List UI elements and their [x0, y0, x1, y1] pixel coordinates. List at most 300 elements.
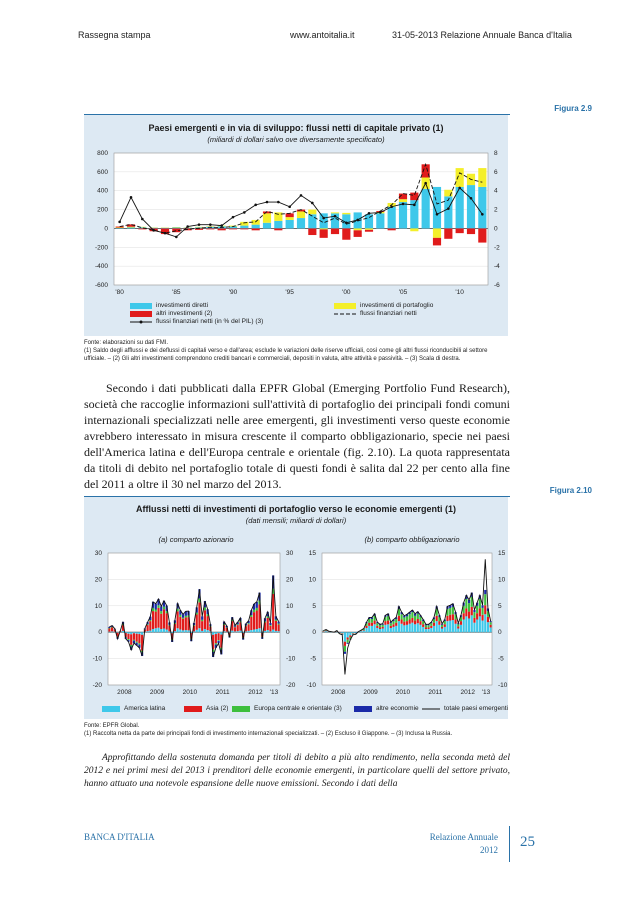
- bond-bar-latam: [371, 626, 373, 632]
- legend-europe-swatch: [232, 706, 250, 712]
- equity-bar-europe: [269, 625, 271, 626]
- bond-y-tick-right: 0: [498, 629, 502, 637]
- equity-bar-latam: [182, 630, 184, 632]
- figure-2-9-source: Fonte: elaborazioni su dati FMI.: [84, 340, 169, 346]
- bond-x-tick-label: 2009: [363, 689, 378, 696]
- bar-portfolio: [297, 211, 305, 218]
- equity-bar-asia: [207, 616, 209, 630]
- equity-bar-latam: [127, 632, 129, 634]
- bond-bar-europe: [344, 646, 346, 652]
- bond-bar-latam: [417, 623, 419, 632]
- bar-portfolio: [365, 228, 373, 229]
- bond-bar-asia: [341, 633, 343, 634]
- y2-tick-label: 4: [494, 187, 498, 195]
- equity-bar-asia: [269, 626, 271, 632]
- bond-bar-latam: [441, 629, 443, 633]
- point-net-pil: [130, 196, 133, 199]
- bond-y-tick-right: 5: [498, 602, 502, 610]
- y-tick-label: -400: [94, 263, 108, 271]
- bar-direct: [297, 218, 305, 228]
- bond-bar-europe: [430, 623, 432, 626]
- equity-bar-asia: [133, 633, 135, 640]
- footer-divider: [509, 826, 510, 862]
- equity-bar-europe: [108, 628, 110, 629]
- legend-latam-label: America latina: [124, 705, 166, 712]
- y2-tick-label: -6: [494, 282, 500, 289]
- bar-portfolio: [127, 227, 135, 228]
- equity-bar-latam: [152, 629, 154, 632]
- figure-2-10-note: (1) Raccolta netta da parte dei principali fondi di investimento internazionali specializzati. – (2) Escluso il Giappone. – (3) Inclusa la Russia.: [84, 731, 453, 737]
- point-net-pil: [322, 217, 325, 220]
- bond-bar-europe: [392, 621, 394, 624]
- equity-bar-latam: [212, 632, 214, 635]
- figure-2-9: [84, 115, 508, 336]
- equity-bar-asia: [157, 608, 159, 628]
- equity-y-tick-left: 30: [94, 550, 102, 557]
- equity-bar-asia: [185, 617, 187, 630]
- bond-y-tick-left: 10: [308, 576, 316, 584]
- bond-bar-asia: [465, 608, 467, 616]
- bond-bar-asia: [425, 627, 427, 629]
- equity-bar-latam: [108, 632, 110, 633]
- equity-bar-latam: [168, 631, 170, 632]
- equity-bar-asia: [234, 627, 236, 631]
- legend-other-swatch: [130, 311, 152, 317]
- bond-bar-asia: [379, 627, 381, 629]
- bond-bar-latam: [401, 624, 403, 632]
- bond-bar-latam: [490, 627, 492, 632]
- bond-bar-asia: [401, 620, 403, 624]
- bar-direct: [240, 226, 248, 229]
- y2-tick-label: 6: [494, 168, 498, 176]
- legend-net-pil-label: flussi finanziari netti (in % del PIL) (3): [156, 318, 264, 325]
- bond-y-tick-left: -10: [306, 682, 316, 689]
- equity-bar-latam: [185, 630, 187, 632]
- bond-bar-asia: [428, 627, 430, 629]
- bond-bar-asia: [430, 626, 432, 628]
- bond-bar-latam: [457, 629, 459, 633]
- figure-2-10-source: Fonte: EPFR Global.: [84, 723, 140, 729]
- bond-bar-europe: [441, 625, 443, 627]
- bar-direct: [172, 227, 180, 228]
- bond-bar-latam: [484, 614, 486, 632]
- bond-y-tick-left: -5: [310, 655, 316, 663]
- equity-bar-asia: [250, 617, 252, 630]
- bond-bar-europe: [395, 619, 397, 623]
- point-net-pil: [424, 182, 427, 185]
- bond-bar-europe: [382, 625, 384, 627]
- equity-bar-europe: [250, 615, 252, 617]
- equity-bar-latam: [177, 628, 179, 632]
- legend-net: [334, 310, 417, 317]
- bond-bar-asia: [487, 617, 489, 622]
- equity-bar-asia: [146, 625, 148, 631]
- footer-right-2: 2012: [480, 845, 498, 855]
- bond-bar-europe: [479, 599, 481, 609]
- point-net-pil: [243, 211, 246, 214]
- equity-bar-latam: [278, 631, 280, 632]
- bond-bar-latam: [454, 624, 456, 632]
- bar-portfolio: [342, 213, 350, 214]
- bond-bar-latam: [428, 629, 430, 632]
- bar-other: [229, 228, 237, 229]
- y2-tick-label: 0: [494, 225, 498, 233]
- equity-bar-latam: [226, 632, 228, 633]
- legend-net-pil: [130, 318, 263, 325]
- equity-bar-asia: [217, 633, 219, 640]
- bond-bar-latam: [349, 632, 351, 635]
- equity-y-tick-left: -10: [92, 655, 102, 663]
- equity-bar-latam: [157, 628, 159, 632]
- bar-other: [274, 228, 282, 230]
- point-net-pil: [141, 218, 144, 221]
- bond-y-tick-right: 15: [498, 550, 506, 557]
- x-tick-label: '85: [172, 289, 181, 296]
- equity-bar-europe: [237, 624, 239, 625]
- bond-bar-latam: [473, 623, 475, 633]
- bond-y-tick-right: -10: [498, 682, 508, 689]
- equity-bar-europe: [127, 639, 129, 640]
- bond-bar-europe: [484, 594, 486, 605]
- bond-bar-others: [490, 621, 492, 622]
- bond-bar-latam: [463, 620, 465, 633]
- bond-bar-latam: [376, 628, 378, 632]
- equity-bar-latam: [264, 631, 266, 632]
- bar-other: [308, 228, 316, 235]
- legend-total-label: totale paesi emergenti: [444, 705, 508, 712]
- equity-bar-europe: [278, 623, 280, 624]
- bond-bar-europe: [468, 603, 470, 611]
- header-left: Rassegna stampa: [78, 30, 151, 40]
- bond-y-tick-left: 5: [312, 602, 316, 610]
- bond-bar-latam: [465, 616, 467, 632]
- equity-bar-europe: [179, 615, 181, 617]
- bond-bar-latam: [444, 627, 446, 632]
- bond-x-tick-label: '13: [481, 689, 491, 696]
- equity-y-tick-right: 10: [286, 602, 294, 610]
- bar-other: [252, 228, 260, 230]
- y2-tick-label: 2: [494, 206, 498, 214]
- equity-bar-latam: [258, 628, 260, 632]
- equity-bar-asia: [278, 625, 280, 632]
- bar-other: [467, 228, 475, 234]
- y2-tick-label: 8: [494, 150, 498, 157]
- bond-bar-latam: [452, 620, 454, 632]
- bond-bar-others: [484, 590, 486, 594]
- x-tick-label: '90: [228, 289, 238, 296]
- bond-bar-latam: [406, 625, 408, 632]
- bar-portfolio: [399, 199, 407, 202]
- figure-2-9-note: (1) Saldo degli afflussi e dei deflussi di capitali verso e dall'area; esclude le variazioni delle riserve ufficiali, così come gli altri flussi riconducibili al settore ufficiale. – (2) Gli altri investimenti comprendono crediti bancari e commerciali, depositi in valuta, altre attività e passività. – (3) Scala di destra.: [84, 348, 488, 362]
- equity-bar-europe: [275, 620, 277, 621]
- figure-2-9-subtitle: (miliardi di dollari salvo ove diversamente specificato): [207, 135, 385, 144]
- bond-bar-europe: [414, 616, 416, 621]
- equity-bar-asia: [111, 627, 113, 631]
- bar-other: [218, 228, 226, 230]
- figure-2-9-title: Paesi emergenti e in via di sviluppo: flussi netti di capitale privato (1): [148, 123, 444, 133]
- bond-bar-latam: [390, 628, 392, 632]
- equity-bar-europe: [133, 640, 135, 641]
- bond-bar-asia: [365, 626, 367, 628]
- bar-portfolio: [308, 210, 316, 215]
- equity-bar-europe: [248, 623, 250, 624]
- bond-bar-asia: [325, 631, 327, 632]
- equity-bar-others: [269, 623, 271, 625]
- bond-bar-asia: [411, 618, 413, 623]
- bond-bar-latam: [395, 626, 397, 632]
- bond-bar-europe: [490, 622, 492, 625]
- bond-bar-latam: [382, 629, 384, 633]
- equity-bar-latam: [130, 632, 132, 634]
- equity-bar-latam: [220, 632, 222, 634]
- bond-bar-latam: [384, 625, 386, 632]
- bond-bar-asia: [371, 623, 373, 626]
- bond-bar-asia: [471, 607, 473, 615]
- equity-bar-latam: [275, 631, 277, 632]
- point-net-pil: [334, 215, 337, 218]
- bond-bar-asia: [479, 608, 481, 616]
- x-tick-label: '10: [455, 289, 464, 296]
- equity-bar-latam: [204, 629, 206, 632]
- x-tick-label: '80: [115, 289, 124, 296]
- bar-portfolio: [263, 213, 271, 222]
- equity-bar-asia: [130, 634, 132, 645]
- bar-direct: [286, 220, 294, 228]
- bond-bar-asia: [481, 615, 483, 621]
- equity-y-tick-right: 0: [286, 629, 290, 637]
- equity-bar-latam: [149, 631, 151, 633]
- y2-tick-label: -2: [494, 244, 500, 252]
- bond-bar-latam: [433, 626, 435, 632]
- bond-bar-latam: [409, 624, 411, 632]
- bond-bar-asia: [468, 612, 470, 619]
- equity-bar-latam: [141, 632, 143, 635]
- equity-bar-latam: [231, 631, 233, 633]
- bond-bar-asia: [352, 633, 354, 634]
- bar-other: [388, 228, 396, 230]
- equity-bar-latam: [187, 630, 189, 632]
- bond-bar-asia: [414, 621, 416, 625]
- equity-y-tick-right: -10: [286, 655, 296, 663]
- equity-y-tick-right: 20: [286, 576, 294, 584]
- point-net-pil: [447, 207, 450, 210]
- equity-y-tick-left: -20: [92, 682, 102, 689]
- legend-others-label: altre economie: [376, 705, 419, 712]
- bond-bar-latam: [344, 632, 346, 642]
- bond-bar-latam: [398, 621, 400, 632]
- bond-bar-latam: [425, 629, 427, 632]
- equity-bar-asia: [149, 621, 151, 631]
- bond-bar-asia: [347, 637, 349, 639]
- bar-direct: [467, 185, 475, 228]
- bond-bar-asia: [363, 630, 365, 631]
- point-net-pil: [413, 204, 416, 207]
- equity-bar-latam: [198, 628, 200, 632]
- bond-bar-europe: [452, 607, 454, 614]
- bond-bar-asia: [441, 627, 443, 629]
- equity-bar-latam: [272, 630, 274, 633]
- bond-bar-asia: [433, 623, 435, 626]
- equity-bar-latam: [160, 629, 162, 632]
- panel-b-title: (b) comparto obbligazionario: [364, 535, 460, 544]
- bond-bar-latam: [374, 624, 376, 632]
- equity-bar-latam: [250, 630, 252, 632]
- bar-other: [478, 228, 486, 242]
- equity-bar-asia: [196, 615, 198, 630]
- bond-bar-latam: [363, 631, 365, 633]
- bar-portfolio: [478, 168, 486, 187]
- bond-bar-latam: [468, 618, 470, 632]
- bond-bar-europe: [417, 614, 419, 619]
- bar-other: [456, 228, 464, 233]
- bond-x-tick-label: 2008: [330, 689, 346, 696]
- bar-other: [116, 227, 124, 228]
- bond-bar-asia: [395, 623, 397, 626]
- bond-bar-asia: [349, 635, 351, 637]
- bond-bar-asia: [406, 621, 408, 625]
- bond-bar-asia: [374, 621, 376, 625]
- bond-bar-latam: [476, 620, 478, 633]
- equity-bar-latam: [239, 631, 241, 633]
- body-paragraph-1: [84, 380, 510, 492]
- equity-bar-asia: [237, 625, 239, 631]
- bond-bar-latam: [341, 632, 343, 633]
- equity-bar-asia: [138, 634, 140, 643]
- equity-y-tick-left: 20: [94, 576, 102, 584]
- equity-bar-latam: [138, 632, 140, 634]
- equity-bar-others: [155, 604, 157, 610]
- bond-bar-asia: [452, 614, 454, 620]
- bond-bar-asia: [392, 624, 394, 627]
- bond-x-tick-label: 2010: [395, 689, 411, 696]
- bar-direct: [388, 207, 396, 229]
- equity-bar-europe: [217, 640, 219, 641]
- bond-bar-asia: [446, 616, 448, 621]
- bar-other: [286, 213, 294, 217]
- point-net-pil: [311, 202, 314, 205]
- bond-bar-asia: [476, 613, 478, 619]
- bond-bar-asia: [419, 621, 421, 625]
- legend-asia-swatch: [184, 706, 202, 712]
- x-tick-label: '05: [398, 289, 408, 296]
- legend-other-label: altri investimenti (2): [156, 310, 213, 317]
- equity-bar-europe: [160, 611, 162, 614]
- bar-other: [365, 230, 373, 232]
- point-net-pil: [266, 201, 269, 204]
- bar-portfolio: [286, 217, 294, 220]
- figure-2-10-subtitle: (dati mensili; miliardi di dollari): [245, 516, 347, 525]
- equity-bar-latam: [237, 631, 239, 632]
- equity-bar-latam: [207, 630, 209, 632]
- point-net-pil: [220, 224, 223, 227]
- point-net-pil: [402, 203, 405, 206]
- point-net-pil: [300, 194, 303, 197]
- bond-bar-asia: [473, 618, 475, 623]
- bond-bar-europe: [481, 608, 483, 615]
- equity-bar-europe: [201, 620, 203, 621]
- portfolio-flows-chart: [84, 497, 508, 719]
- y-tick-label: 0: [104, 225, 108, 233]
- y2-tick-label: -4: [494, 263, 500, 271]
- figure-2-10-tag: Figura 2.10: [549, 486, 592, 495]
- bond-bar-europe: [352, 634, 354, 635]
- bond-bar-asia: [368, 623, 370, 626]
- equity-x-tick-label: 2008: [117, 689, 132, 696]
- equity-bar-asia: [160, 614, 162, 629]
- legend-total-swatch: [422, 706, 440, 712]
- bar-direct: [422, 189, 430, 229]
- point-net-pil: [345, 221, 348, 224]
- equity-bar-latam: [234, 631, 236, 632]
- bar-portfolio: [433, 228, 441, 237]
- x-tick-label: '95: [285, 289, 294, 296]
- equity-y-tick-left: 0: [98, 629, 102, 637]
- bond-y-tick-left: 0: [312, 629, 316, 637]
- x-tick-label: '00: [342, 289, 351, 296]
- bond-bar-others: [347, 643, 349, 644]
- equity-bar-latam: [179, 630, 181, 633]
- bar-direct: [263, 223, 271, 229]
- equity-x-tick-label: 2011: [215, 689, 230, 696]
- bond-bar-europe: [476, 606, 478, 613]
- equity-bar-asia: [166, 613, 168, 629]
- bond-bar-asia: [490, 625, 492, 628]
- bond-bar-europe: [449, 608, 451, 615]
- equity-bar-europe: [234, 627, 236, 628]
- equity-bar-europe: [163, 607, 165, 610]
- y-tick-label: 200: [97, 206, 108, 214]
- bar-portfolio: [331, 212, 339, 213]
- legend-portfolio: [334, 302, 433, 309]
- point-net-pil: [118, 221, 121, 224]
- y-tick-label: -200: [94, 244, 108, 252]
- bond-bar-latam: [414, 624, 416, 632]
- equity-bar-asia: [108, 629, 110, 632]
- bond-y-tick-right: 10: [498, 576, 506, 584]
- legend-other: [130, 310, 212, 317]
- equity-bar-latam: [116, 632, 118, 633]
- bond-bar-latam: [322, 632, 324, 633]
- equity-bar-latam: [122, 631, 124, 632]
- equity-bar-others: [201, 616, 203, 619]
- bar-direct: [161, 228, 169, 229]
- bond-bar-asia: [344, 642, 346, 646]
- equity-bar-asia: [163, 609, 165, 628]
- legend-net-label: flussi finanziari netti: [360, 310, 417, 317]
- point-net-pil: [152, 229, 155, 232]
- legend-net-pil-swatch: [130, 319, 152, 325]
- point-net-pil: [277, 201, 280, 204]
- bond-bar-asia: [454, 620, 456, 624]
- body-paragraph-1-text: Secondo i dati pubblicati dalla EPFR Global (Emerging Portfolio Fund Research), società che raccoglie informazioni sull'attività di portafoglio dei principali fondi comuni internazionali specializzati nelle aree emergenti, gli investimenti verso queste economie avrebbero interessato in misura crescente il comparto obbligazionario, specie nei paesi dell'America latina e dell'Europa centrale e orientale (fig. 2.10). La quota rappresentata da titoli di debito nel portafoglio totale di questi fondi è salita dal 22 per cento alla fine del 2011 a oltre il 30 nel marzo del 2013.: [84, 381, 510, 491]
- bar-direct: [252, 225, 260, 229]
- bond-bar-asia: [382, 627, 384, 629]
- bond-bar-latam: [365, 628, 367, 632]
- equity-bar-latam: [196, 630, 198, 632]
- panel-a-title: (a) comparto azionario: [158, 535, 234, 544]
- page-number: 25: [520, 834, 535, 850]
- equity-bar-asia: [155, 612, 157, 629]
- equity-bar-latam: [166, 630, 168, 633]
- bond-bar-asia: [384, 621, 386, 625]
- bond-bar-latam: [419, 625, 421, 632]
- legend-others: [354, 705, 419, 712]
- equity-bar-asia: [267, 618, 269, 630]
- equity-x-tick-label: 2012: [248, 689, 263, 696]
- point-net-pil: [232, 216, 235, 219]
- legend-direct: [130, 302, 208, 309]
- bond-y-tick-right: -5: [498, 655, 504, 663]
